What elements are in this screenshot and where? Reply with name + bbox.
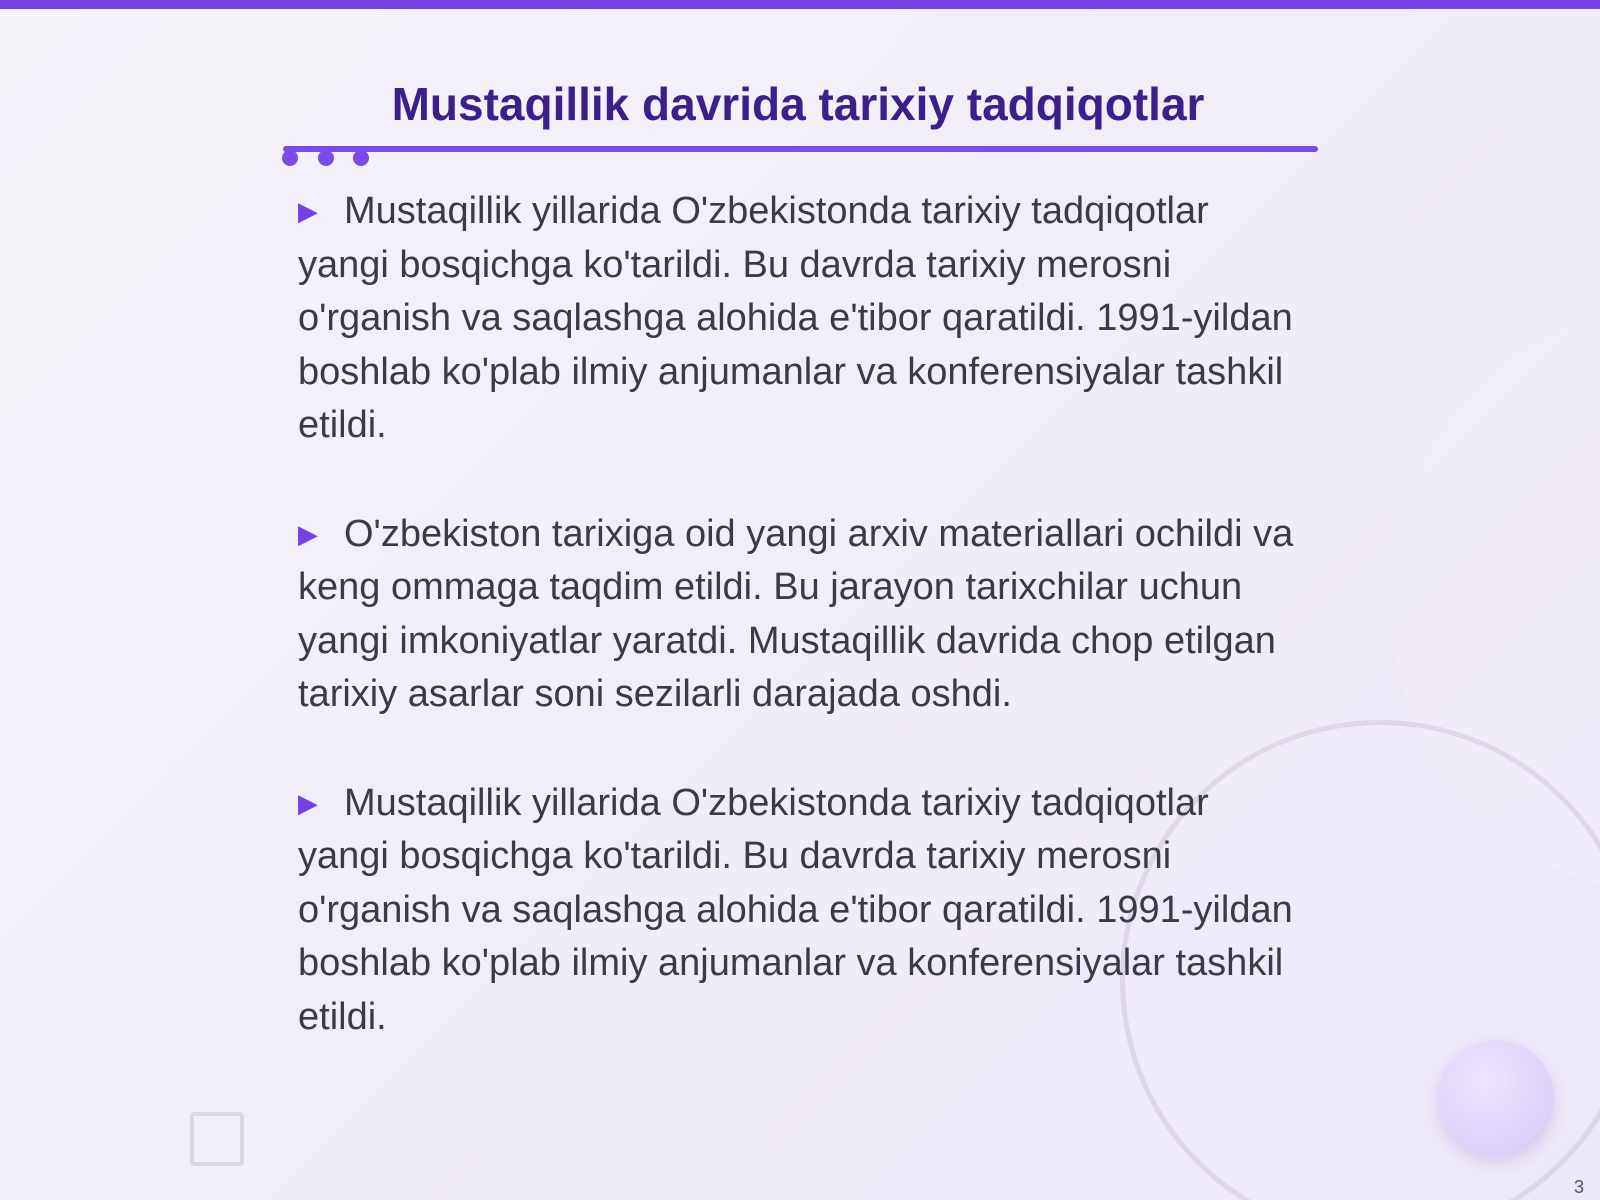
bullet-text-3: Mustaqillik yillarida O'zbekistonda tarixiy tadqiqotlar yangi bosqichga ko'tarildi. Bu davrda tarixiy merosni o'rganish va saqlashga alohida e'tibor qaratildi. 1991-yildan boshlab ko'plab ilmiy anjumanlar va konferensiyalar tashkil etildi. <box>298 781 1293 1038</box>
decorative-square-outline <box>190 1112 244 1166</box>
top-accent-bar <box>0 0 1600 9</box>
title-underline <box>283 146 1318 152</box>
title-dot-1 <box>282 150 298 166</box>
bullet-text-1: Mustaqillik yillarida O'zbekistonda tarixiy tadqiqotlar yangi bosqichga ko'tarildi. Bu davrda tarixiy merosni o'rganish va saqlashga alohida e'tibor qaratildi. 1991-yildan boshlab ko'plab ilmiy anjumanlar va konferensiyalar tashkil etildi. <box>298 190 1293 446</box>
slide-title: Mustaqillik davrida tarixiy tadqiqotlar <box>391 78 1205 130</box>
title-dot-2 <box>318 150 334 166</box>
triangle-bullet-icon: ▶ <box>298 787 318 818</box>
bullet-item-3 <box>298 777 1308 1045</box>
triangle-bullet-icon: ▶ <box>298 196 318 226</box>
bullet-list <box>298 185 1308 1099</box>
triangle-bullet-icon: ▶ <box>298 518 318 549</box>
bullet-item-2 <box>298 508 1308 722</box>
bullet-item-1 <box>298 185 1308 453</box>
page-number: 3 <box>1573 1177 1584 1197</box>
decorative-filled-circle <box>1438 1040 1554 1156</box>
bullet-text-2: O'zbekiston tarixiga oid yangi arxiv materiallari ochildi va keng ommaga taqdim etildi. Bu jarayon tarixchilar uchun yangi imkoniyatlar yaratdi. Mustaqillik davrida chop etilgan tarixiy asarlar soni sezilarli darajada oshdi. <box>298 512 1294 715</box>
title-dot-3 <box>353 150 369 166</box>
